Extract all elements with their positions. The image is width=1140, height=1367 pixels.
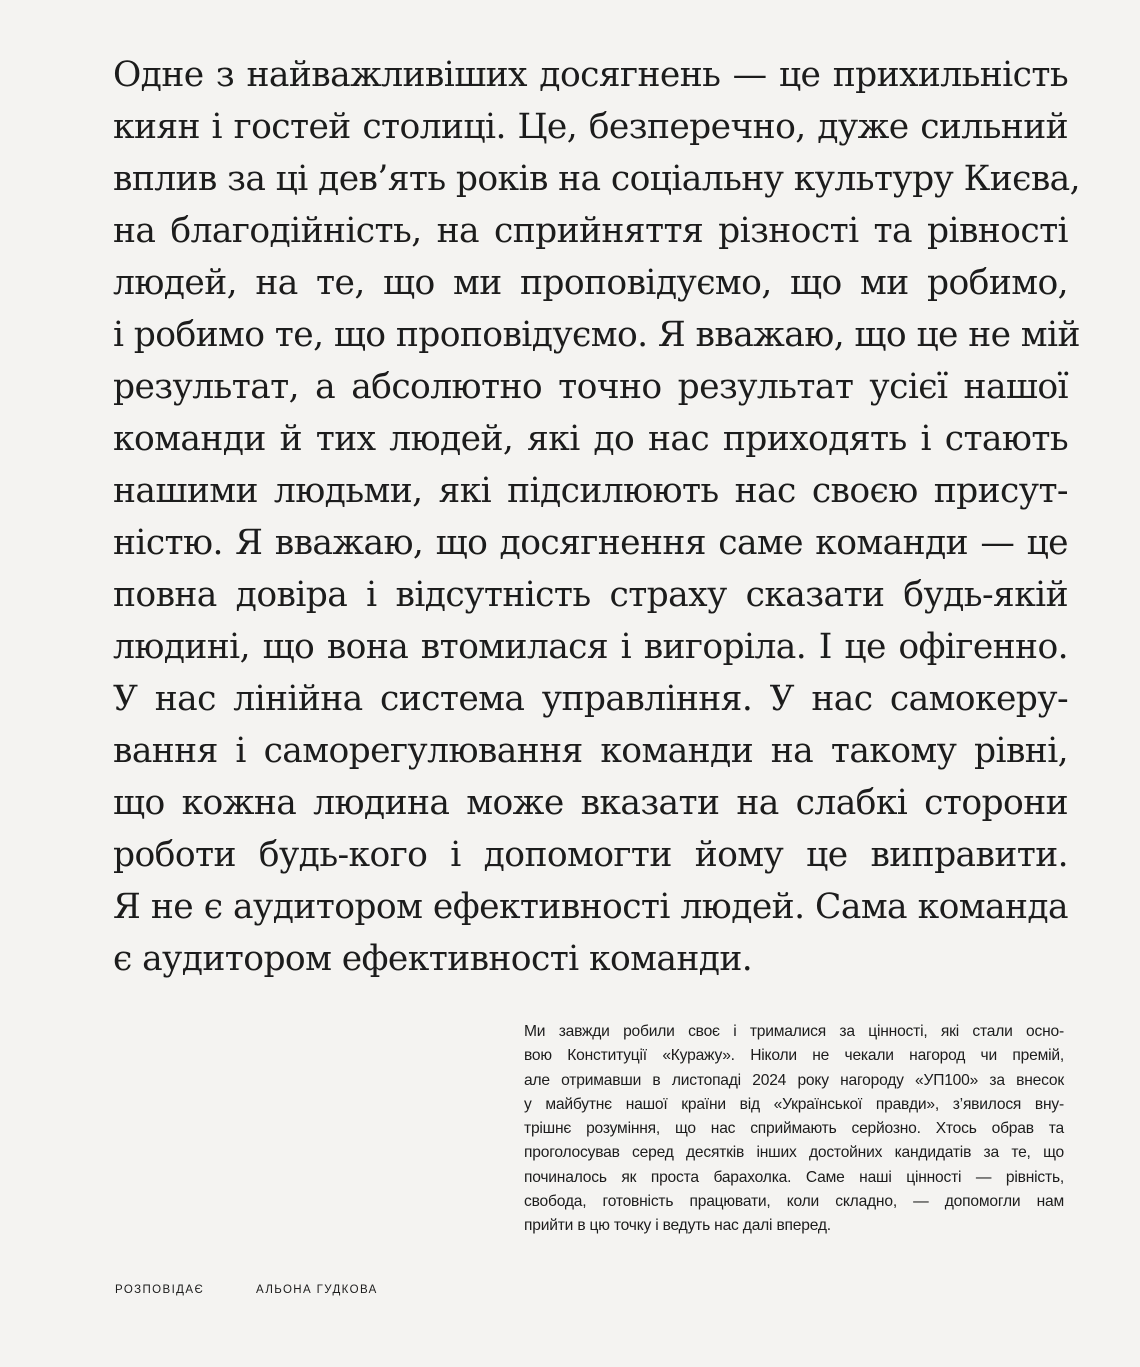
footer-narrator-name: АЛЬОНА ГУДКОВА (256, 1284, 378, 1296)
text-line: роботи будь-кого і допомогти йому це виправити. (113, 835, 1068, 875)
text-line: людині, що вона втомилася і вигоріла. І це офігенно. (113, 627, 1068, 667)
sidebar-quote-text (524, 1020, 1064, 1239)
text-line: і робимо те, що проповідуємо. Я вважаю, що це не мій (113, 315, 1080, 355)
text-line: трішнє розуміння, що нас сприймають серйозно. Хтось обрав та (524, 1120, 1064, 1138)
main-body-text (113, 49, 1080, 985)
text-line: є аудитором ефективності команди. (113, 939, 753, 979)
text-line: киян і гостей столиці. Це, безперечно, дуже сильний (113, 107, 1068, 147)
text-line: У нас лінійна система управління. У нас самокеру- (113, 679, 1068, 719)
text-line: вплив за ці дев’ять років на соціальну культуру Києва, (113, 159, 1080, 199)
text-line: але отримавши в листопаді 2024 року нагороду «УП100» за внесок (524, 1071, 1064, 1089)
text-line: нашими людьми, які підсилюють нас своєю присут- (113, 471, 1068, 511)
text-line: що кожна людина може вказати на слабкі сторони (113, 783, 1068, 823)
text-line: Я не є аудитором ефективності людей. Сама команда (113, 887, 1068, 927)
text-line: команди й тих людей, які до нас приходять і стають (113, 419, 1068, 459)
text-line: результат, а абсолютно точно результат усієї нашої (113, 367, 1068, 407)
text-line: свобода, готовність працювати, коли складно, — допомогли нам (524, 1193, 1064, 1211)
text-line: Одне з найважливіших досягнень — це прихильність (113, 55, 1068, 95)
text-line: вою Конституції «Куражу». Ніколи не чекали нагород чи премій, (524, 1047, 1064, 1065)
text-line: на благодійність, на сприйняття різності та рівності (113, 211, 1068, 251)
footer-narrator-label: РОЗПОВІДАЄ (115, 1284, 205, 1296)
text-line: починалось як проста барахолка. Саме наші цінності — рівність, (524, 1168, 1064, 1186)
text-line: прийти в цю точку і ведуть нас далі вперед. (524, 1217, 831, 1235)
text-line: ністю. Я вважаю, що досягнення саме команди — це (113, 523, 1068, 563)
text-line: повна довіра і відсутність страху сказати будь-якій (113, 575, 1068, 615)
text-line: людей, на те, що ми проповідуємо, що ми робимо, (113, 263, 1068, 303)
text-line: проголосував серед десятків інших достойних кандидатів за те, що (524, 1144, 1064, 1162)
text-line: Ми завжди робили своє і трималися за цінності, які стали осно- (524, 1023, 1064, 1040)
text-line: вання і саморегулювання команди на такому рівні, (113, 731, 1068, 771)
text-line: у майбутнє нашої країни від «Української правди», з’явилося вну- (524, 1095, 1064, 1113)
